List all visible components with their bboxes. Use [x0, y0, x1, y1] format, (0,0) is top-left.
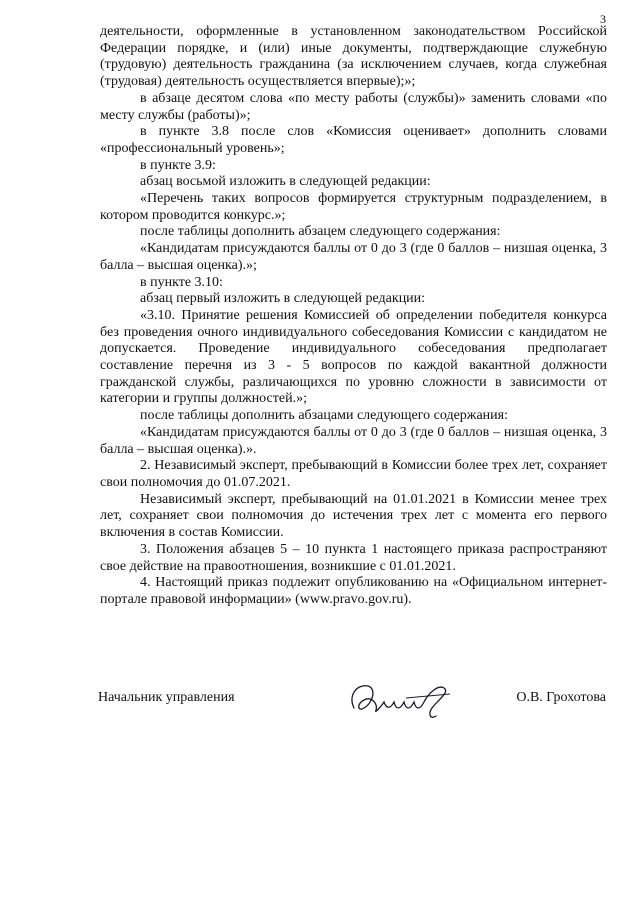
signatory-position: Начальник управления	[98, 690, 235, 705]
paragraph: «Кандидатам присуждаются баллы от 0 до 3 (где 0 баллов – низшая оценка, 3 балла – высшая оценка).».	[100, 424, 607, 457]
paragraph: в пункте 3.10:	[140, 274, 223, 290]
paragraph: в пункте 3.8 после слов «Комиссия оценивает» дополнить словами «профессиональный уровень»;	[100, 124, 607, 156]
paragraph: в пункте 3.9:	[140, 157, 216, 173]
paragraph: деятельности, оформленные в установленном законодательством Российской Федерации порядке, и (или) иные документы, подтверждающие служебную (трудовую) деятельность гражданина (за исключением случаев, когда служебная (трудовая) деятельность осуществляется впервые);»;	[100, 24, 607, 90]
paragraph: 3. Положения абзацев 5 – 10 пункта 1 настоящего приказа распространяют свое действие на правоотношения, возникшие с 01.01.2021.	[100, 541, 607, 574]
paragraph: в абзаце десятом слова «по месту работы (службы)» заменить словами «по месту службы (работы)»;	[100, 90, 607, 123]
paragraph: после таблицы дополнить абзацем следующего содержания:	[140, 224, 501, 240]
paragraph: после таблицы дополнить абзацами следующего содержания:	[140, 408, 508, 424]
paragraph: Независимый эксперт, пребывающий на 01.01.2021 в Комиссии менее трех лет, сохраняет свои полномочия до истечения трех лет с момента его первого включения в состав Комиссии.	[100, 491, 607, 541]
page-number: 3	[600, 12, 606, 26]
paragraph: «Кандидатам присуждаются баллы от 0 до 3 (где 0 баллов – низшая оценка, 3 балла – высшая оценка).»;	[100, 241, 607, 273]
signatory-name: О.В. Грохотова	[516, 690, 606, 705]
paragraph: «3.10. Принятие решения Комиссией об определении победителя конкурса без проведения очного индивидуального собеседования Комиссии с кандидатом не допускается. Проведение индивидуального собеседования предполагает составление перечня из 3 - 5 вопросов по каждой вакантной должности гражданской службы, различающихся по уровню сложности в зависимости от категории и группы должностей.»;	[100, 307, 607, 407]
paragraph: 2. Независимый эксперт, пребывающий в Комиссии более трех лет, сохраняет свои полномочия до 01.07.2021.	[100, 458, 607, 490]
paragraph: «Перечень таких вопросов формируется структурным подразделением, в котором проводится конкурс.»;	[100, 191, 607, 223]
paragraph: абзац восьмой изложить в следующей редакции:	[140, 174, 431, 190]
document-body	[100, 24, 607, 609]
signature-block	[98, 678, 608, 722]
paragraph: 4. Настоящий приказ подлежит опубликованию на «Официальном интернет-портале правовой информации» (www.pravo.gov.ru).	[100, 575, 607, 607]
paragraph: абзац первый изложить в следующей редакции:	[140, 291, 426, 307]
handwritten-signature	[346, 678, 458, 722]
